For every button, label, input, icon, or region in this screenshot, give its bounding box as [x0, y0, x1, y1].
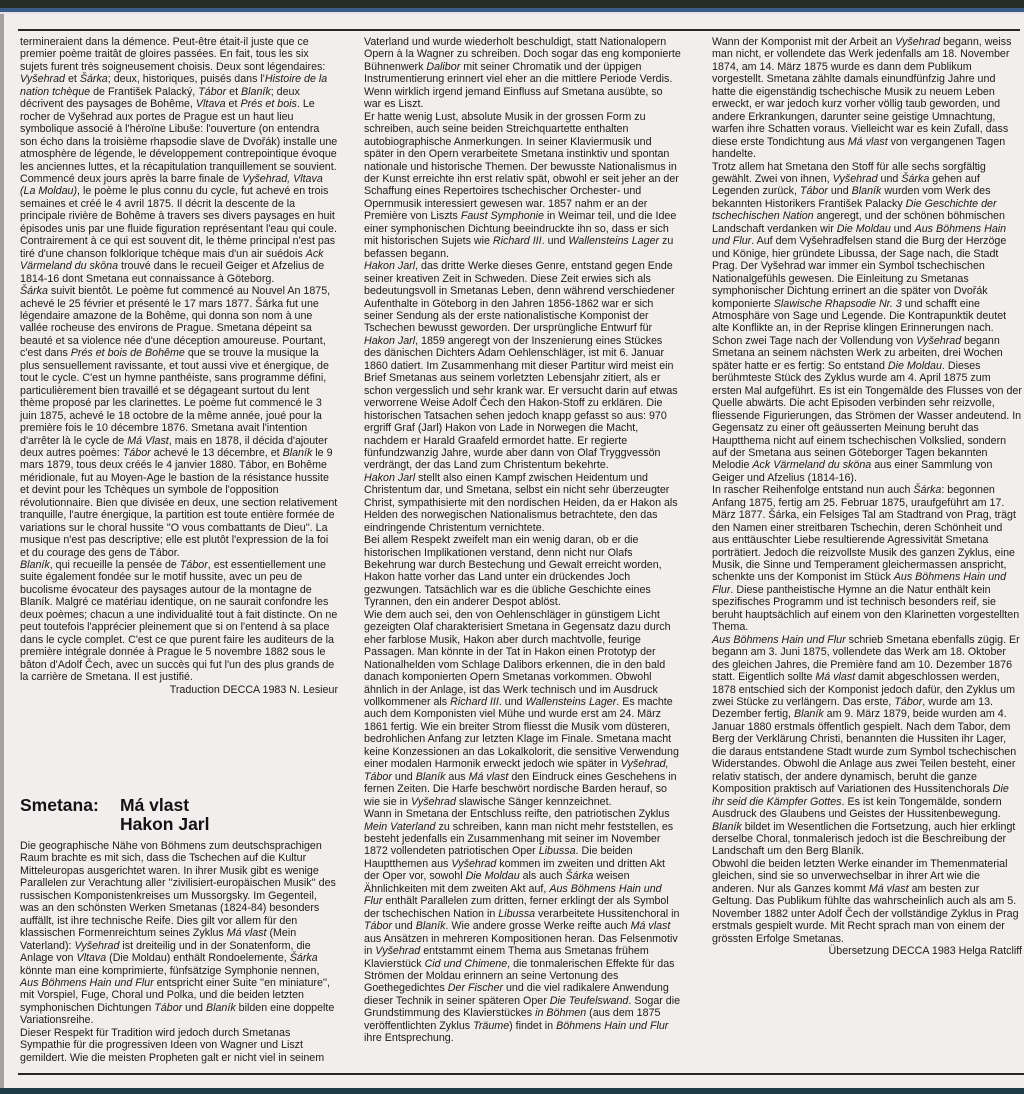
scan-left-edge: [0, 14, 4, 1088]
paragraph: Blaník bildet im Wesentlichen die Fortsetzung, auch hier erklingt derselbe Choral, tonmalerisch jedoch ist die Beschreibung der Landschaft um den Berg Blaník.: [712, 820, 1016, 858]
paragraph: Šárka suivit bientôt. Le poème fut commencé au Nouvel An 1875, achevé le 25 février et présenté le 17 mars 1877. Šárka fut une légendaire amazone de la Bohême, qui donna son nom à une vallée rocheuse des environs de Prague. Smetana dépeint sa beauté et sa violence née d'une déception amoureuse. Pourtant, c'est dans Prés et bois de Bohême que se trouve la musique la plus sensuellement ravissante, et tout aussi vive et énergique, de tout le cycle. C'est un hymne panthéiste, sans programme défini, particulièrement bien travaillé et se dégageant surtout du lent thème proposé par les clarinettes. Le poème fut commencé le 3 juin 1875, achevé le 18 octobre de la même année, joué pour la première fois le 10 décembre 1876. Smetana avait l'intention d'arrêter là le cycle de Má Vlast, mais en 1878, il décida d'ajouter deux autres poèmes: Tábor achevé le 13 décembre, et Blaník le 9 mars 1879, tous deux créés le 4 janvier 1880. Tábor, en Bohême méridionale, fut au Moyen-Age le bastion de la résistance hussite et devint pour les Tchèques un symbole de l'opposition révolutionnaire. Bien que divisée en deux, une section relativement tranquille, l'autre énergique, la partition est toute entière formée de variations sur le choral hussite ''O vous combattants de Dieu''. La musique n'est pas descriptive; elle est plutôt l'expression de la foi et du courage des gens de Tábor.: [20, 285, 338, 559]
paragraph: Obwohl die beiden letzten Werke einander im Themenmaterial gleichen, sind sie so unverwechselbar in ihrer Art wie die anderen. Nur als Ganzes kommt Má vlast am besten zur Geltung. Das Publikum fühlte das wahrscheinlich auch als am 5. November 1882 unter Adolf Čech der vollständige Zyklus in Prag erstmals gespielt wurde. Mit Recht sprach man von einem der grössten Erfolge Smetanas.: [712, 857, 1019, 945]
paragraph: Schon zwei Tage nach der Vollendung von Vyšehrad begann Smetana an seinem nächsten Werk zu arbeiten, drei Wochen später hatte er es fertig: So entstand Die Moldau. Dieses berühmteste Stück des Zyklus wurde am 4. April 1875 zum ersten Mal aufgeführt. Es ist ein Tongemälde des Flusses von der Quelle abwärts. Die acht Episoden verbinden sehr reizvolle, fliessende Figurierungen, das Strömen der Wasser andeutend. In Gegensatz zu einer oft geäusserten Meinung beruht das Hauptthema nicht auf einem tschechischen Volkslied, sondern auf der Smetana aus seinen Göteborger Tagen bekannten Melodie Ack Värmeland du sköna aus einer Sammlung von Geiger und Afzelius (1814-16).: [712, 334, 1022, 484]
paragraph: Blaník, qui recueille la pensée de Tábor, est essentiellement une suite également fondée sur le motif hussite, avec un peu de bucolisme évocateur des paysages autour de la montagne de Blaník. Malgré ce matériau identique, on ne saurait confondre les deux poèmes; chacun a une individualité tout à fait distincte. On ne peut toutefois l'apprécier pleinement que si on l'entend à sa place dans le cycle complet. C'est ce que purent faire les auditeurs de la première intégrale donnée à Prague le 5 novembre 1882 sous le bâton d'Adolf Čech, avec un succès qui fut l'un des plus grands de la carrière de Smetana. Il est justifié.: [20, 559, 338, 684]
paragraph: Bei allem Respekt zweifelt man ein wenig daran, ob er die historischen Implikationen verstand, denn nicht nur Olafs Bekehrung war durch Bestechung und Gewalt erreicht worden, Hakon hatte vorher das Land unter ein drückendes Joch gezwungen. Tatsächlich war es die übliche Geschichte eines Tyrannen, den ein anderer Despot ablöst.: [364, 534, 662, 609]
german-text-column-1: [20, 840, 338, 1064]
german-text-column-3: [712, 36, 1022, 958]
paragraph: Vaterland und wurde wiederholt beschuldigt, statt Nationalopern Opern à la Wagner zu schreiben. Doch sogar das eng komponierte Bühnenwerk Dalibor mit seiner Chromatik und der üppigen Instrumentierung erinnert viel eher an die mittlere Periode Verdis. Wenn wirklich irgend jemand Einfluss auf Smetana ausübte, so war es Liszt.: [364, 36, 681, 111]
paragraph: Hakon Jarl stellt also einen Kampf zwischen Heidentum und Christentum dar, und Smetana, selbst ein nicht sehr überzeugter Christ, sympathisierte mit den nordischen Heiden, da er Hakon als Helden des norwegischen Nationalismus betrachtete, den das eindringende Christentum vernichtete.: [364, 471, 678, 534]
paragraph: Wie dem auch sei, den von Oehlenschläger in günstigem Licht gezeigten Olaf charakterisiert Smetana in Gegensatz dazu durch eher farblose Musik, Hakon aber durch machtvolle, feurige Passagen. Man könnte in der Tat in Hakon einen Prototyp der Nationalhelden vom Schlage Dalibors erkennen, die in den bald danach komponierten Opern Smetanas vorkommen. Obwohl ähnlich in der Anlage, ist das Werk technisch und im Ausdruck vollkommener als Richard III. und Wallensteins Lager. Es machte auch dem Komponisten viel Mühe und wurde erst am 24. März 1861 fertig. Wie ein breiter Strom fliesst die Musik vom düsteren, bedrohlichen Anfang zur letzten Klage im Finale. Smetana macht keine Konzessionen an das Lokalkolorit, die sensitive Verwendung einer modalen Harmonik erweckt jedoch wie später in Vyšehrad, Tábor und Blaník aus Má vlast den Eindruck eines Geschehens in fernen Zeiten. Die Harfe beschwört nordische Barden herauf, so wie sie in Vyšehrad slawische Sänger kennzeichnet.: [364, 608, 679, 808]
paragraph: Dieser Respekt für Tradition wird jedoch durch Smetanas Sympathie für die progressiven Ideen von Wagner und Liszt gemildert. Wie die meisten Propheten galt er nicht viel in seinem: [20, 1026, 325, 1064]
scan-top-edge: [0, 0, 1024, 14]
paragraph: Wann in Smetana der Entschluss reifte, den patriotischen Zyklus Mein Vaterland zu schreiben, kann man nicht mehr feststellen, es besteht jedenfalls ein Zusammenhang mit seiner im November 1872 vollendeten patriotischen Oper Libussa. Die beiden Hauptthemen aus Vyšehrad kommen im zweiten und dritten Akt der Oper vor, sowohl Die Moldau als auch Šárka weisen Ähnlichkeiten mit dem zweiten Akt auf, Aus Böhmens Hain und Flur enthält Parallelen zum dritten, ferner erklingt der als Symbol der tschechischen Nation in Libussa verarbeitete Hussitenchoral in Tábor und Blaník. Wie andere grosse Werke reifte auch Má vlast aus Ansätzen in mehreren Kompositionen heran. Das Felsenmotiv in Vyšehrad entstammt einem Thema aus Smetanas frühem Klavierstück Cid und Chimene, die tonmalerischen Effekte für das Strömen der Moldau erinnern an seine Vertonung des Goethegedichtes Der Fischer und die viel radikalere Anwendung dieser Technik in seiner späteren Oper Die Teufelswand. Sogar die Grundstimmung des Klavierstückes in Böhmen (aus dem 1875 veröffentlichten Zyklus Träume) findet in Böhmens Hain und Flur ihre Entsprechung.: [364, 808, 681, 1045]
german-translation-credit: Übersetzung DECCA 1983 Helga Ratcliff: [828, 945, 1022, 958]
french-body: [20, 36, 338, 684]
french-translation-credit: Traduction DECCA 1983 N. Lesieur: [169, 683, 338, 696]
german-body-1: [20, 840, 338, 1064]
heading-composer: Smetana:: [20, 795, 99, 815]
paragraph: Hakon Jarl, das dritte Werke dieses Genre, entstand gegen Ende seiner kreativen Zeit in Schweden. Diese Zeit erwies sich als bedeutungsvoll in Smetanas Leben, denn während verschiedener Aufenthalte in Göteborg in den Jahren 1856-1862 war er sich seiner Sendung als der erste nationalistische Komponist der Tschechen bewusst geworden. Der ursprüngliche Entwurf für Hakon Jarl, 1859 angeregt von der Inszenierung eines Stückes des dänischen Dichters Adam Oehlenschläger, ist mit 6. Januar 1860 datiert. Im Zusammenhang mit dieser Partitur wird meist ein Brief Smetanas aus seinem vorletzten Lebensjahr zitiert, als er schon vergesslich und sehr krank war. Er versucht darin auf etwas verworrene Weise Adolf Čech den Hakon-Stoff zu erklären. Die historischen Tatsachen sehen jedoch knapp gefasst so aus: 970 ergriff Graf (Jarl) Hakon von Lade in Norwegen die Macht, nachdem er Harald Graafeld ermordet hatte. Er regierte fünfundzwanzig Jahre, wurde aber dann von Olaf Tryggvessön verdrängt, der das Land zum Christentum bekehrte.: [364, 260, 678, 472]
paragraph: Die geographische Nähe von Böhmens zum deutschsprachigen Raum brachte es mit sich, dass die Tschechen auf die Kultur Mitteleuropas ausgerichtet waren. In ihrer Musik gibt es wenige Parallelen zur Verachtung aller ''zivilisiert-europäischen Musik'' des russischen Komponistenkreises um Mussorgsky. Im Gegenteil, was an den schönsten Werken Smetanas (1824-84) besonders auffällt, ist ihre technische Reife. Dies gilt vor allem für den klassischen Formenreichtum seines Zyklus Má vlast (Mein Vaterland): Vyšehrad ist dreiteilig und in der Sonatenform, die Anlage von Vltava (Die Moldau) enthält Rondoelemente, Šárka könnte man eine komprimierte, fünfsätzige Symphonie nennen, Aus Böhmens Hain und Flur entspricht einer Suite ''en miniature'', mit Vorspiel, Fuge, Choral und Polka, und die beiden letzten symphonischen Dichtungen Tábor und Blaník bilden eine doppelte Variationsreihe.: [20, 840, 336, 1027]
bottom-rule: [18, 1073, 1024, 1075]
top-rule: [18, 29, 1020, 31]
paragraph: Wann der Komponist mit der Arbeit an Vyšehrad begann, weiss man nicht, er vollendete das Werk jedenfalls am 18. November 1874, am 14. März 1875 wurde es dann dem Publikum vorgestellt. Smetana zählte damals einundfünfzig Jahre und hatte die eigenständig tschechische Musik zu neuem Leben erweckt, er war jedoch kurz vorher völlig taub geworden, und andere Erkrankungen, darunter seine geistige Umnachtung, warfen ihre Schatten voraus. Vielleicht war es kein Zufall, dass diese erste Tondichtung aus Má vlast von vergangenen Tagen handelte.: [712, 36, 1012, 161]
paragraph: In rascher Reihenfolge entstand nun auch Šárka: begonnen Anfang 1875, fertig am 25. Februar 1875, uraufgeführt am 17. März 1877. Šárka, ein Felsiges Tal am Stadtrand von Prag, trägt den Namen einer streitbaren Tschechin, deren Schönheit und aus enttäuschter Liebe resultierende Agressivität Smetana porträtiert. Jedoch die reizvollste Musik des ganzen Zyklus, eine Musik, die Sinne und Temperament gleichermassen anspricht, schenkte uns der Komponist im Stück Aus Böhmens Hain und Flur. Diese pantheistische Hymne an die Natur enthält kein spezifisches Programm und ist technisch besonders reif, sie beruht hauptsächlich auf einem von den Klarinetten vorgestellten Thema.: [712, 484, 1020, 634]
paragraph: Trotz allem hat Smetana den Stoff für alle sechs sorgfältig gewählt. Zwei von ihnen, Vyšehrad und Šárka gehen auf Legenden zurück, Tábor und Blaník wurden vom Werk des bekannten Historikers František Palacky Die Geschichte der tschechischen Nation angeregt, und der schönen böhmischen Landschaft verdanken wir Die Moldau und Aus Böhmens Hain und Flur. Auf dem Vyšehradfelsen stand die Burg der Herzöge und Könige, hier gründete Libussa, der Sage nach, die Stadt Prag. Der Vyšehrad war immer ein Symbol tschechischen Nationalgefühls gewesen. Die Einleitung zu Smetanas symphonischer Dichtung errinert an die später von Dvořák komponierte Slawische Rhapsodie Nr. 3 und schafft eine Atmosphäre von Sage und Legende. Die Kontrapunktik deutet alte Konflikte an, in der Reprise klingen Erinnerungen nach.: [712, 160, 1007, 335]
paragraph: Commencé deux jours après la barre finale de Vyšehrad, Vltava (La Moldau), le poème le plus connu du cycle, fut achevé en trois semaines et créé le 4 avril 1875. Il décrit la descente de la principale rivière de Bohême à travers ses divers paysages en huit épisodes unis par une fluide figuration représentant l'eau qui coule. Contrairement à ce qui est souvent dit, le thème principal n'est pas tiré d'une chanson folklorique tchèque mais d'un air suédois Ack Värmeland du skōna trouvé dans le recueil Geiger et Afzelius de 1814-16 dont Smetana eut connaissance à Göteborg.: [20, 172, 337, 285]
section-heading: [20, 796, 209, 834]
paragraph: termineraient dans la démence. Peut-être était-il juste que ce premier poème traitât de gloires passées. En fait, tous les six sujets furent très soigneusement choisis. Deux sont légendaires: Vyšehrad et Šárka; deux, historiques, puisés dans l'Histoire de la nation tchèque de František Palacký, Tábor et Blaník; deux décrivent des paysages de Bohême, Vltava et Prés et bois. Le rocher de Vyšehrad aux portes de Prague est un haut lieu symbolique associé à l'héroïne Libuše: l'ouverture (on entendra son écho dans la troisième rhapsodie slave de Dvořák) installe une atmosphère de légende, le développement contrepointique évoque les anciennes luttes, et la récapitulation tranquillement se souvient.: [20, 36, 338, 173]
french-text-column: [20, 36, 338, 696]
german-body-2: [364, 36, 682, 1045]
scan-bottom-edge: [0, 1088, 1024, 1094]
paragraph: Aus Böhmens Hain und Flur schrieb Smetana ebenfalls zügig. Er begann am 3. Juni 1875, vollendete das Werk am 18. Oktober des gleichen Jahres, die Première fand am 10. Dezember 1876 statt. Eigentlich sollte Má vlast damit abgeschlossen werden, 1878 entschied sich der Komponist jedoch dafür, den Zyklus um zwei Stücke zu verlängern. Das erste, Tábor, wurde am 13. Dezember fertig, Blaník am 9. März 1879, beide wurden am 4. Januar 1880 erstmals öffentlich gespielt. Nach dem Tabor, dem Berg der Verklärung Christi, benannten die Hussiten ihr Lager, die daraus entstandene Stadt wurde zum Symbol tschechischen Widerstandes. Obwohl die Anlage aus zwei Teilen besteht, einer relativ statisch, der andere dynamisch, beruht die ganze Komposition praktisch auf Variationen des Hussitenchorals Die ihr seid die Kämpfer Gottes. Es ist kein Tongemälde, sondern Ausdruck des Glaubens und Geistes der Hussitenbewegung.: [712, 633, 1020, 821]
heading-title-ma-vlast: Má vlast: [120, 795, 190, 815]
german-text-column-2: [364, 36, 682, 1045]
german-body-3: [712, 36, 1022, 945]
heading-title-hakon-jarl: Hakon Jarl: [120, 814, 210, 834]
paragraph: Er hatte wenig Lust, absolute Musik in der grossen Form zu schreiben, auch seine beiden Streichquartette enthalten autobiographische Anmerkungen. In seiner Klaviermusik und später in den Opern verarbeitete Smetana instinktiv und spontan nationale und historische Themen. Der bewusste Nationalismus in der Kunst erreichte ihn erst relativ spät, obwohl er seit jeher an der Schaffung eines Repertoires tschechischer Orchester- und Opernmusik interessiert gewesen war. 1857 nahm er an der Première von Liszts Faust Symphonie in Weimar teil, und die Idee einer symphonischen Dichtung beeindruckte ihn so, dass er sich mit historischen Sujets wie Richard III. und Wallensteins Lager zu befassen begann.: [364, 110, 679, 260]
